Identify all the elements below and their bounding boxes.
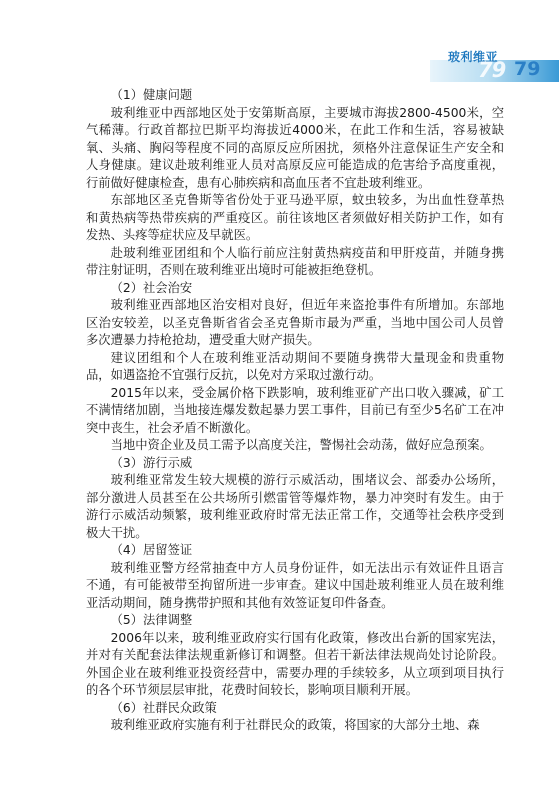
paragraph: 建议团组和个人在玻利维亚活动期间不要随身携带大量现金和贵重物品，如遇盗抢不宜强行反抗，以免对方采取过激行动。	[86, 350, 504, 382]
paragraph: 玻利维亚政府实施有利于社群民众的政策，将国家的大部分土地、森	[110, 718, 480, 732]
paragraph: 当地中资企业及员工需予以高度关注，警惕社会动荡，做好应急预案。	[110, 438, 492, 452]
paragraph: 玻利维亚中西部地区处于安第斯高原，主要城市海拔2800-4500米，空气稀薄。行政首都拉巴斯平均海拔近4000米，在此工作和生活，容易被缺氧、头痛、胸闷等程度不同的高原反应所困扰，须格外注意保证生产安全和人身健康。建议赴玻利维亚人员对高原反应可能造成的危害给予高度重视，行前做好健康检查，患有心肺疾病和高血压者不宜赴玻利维亚。	[86, 105, 504, 190]
running-header-title: 玻利维亚	[448, 50, 499, 64]
paragraph: 玻利维亚西部地区治安相对良好，但近年来盗抢事件有所增加。东部地区治安较差，以圣克鲁斯省省会圣克鲁斯市最为严重，当地中国公司人员曾多次遭暴力持枪抢劫，遭受重大财产损失。	[86, 298, 504, 347]
page-number-ghost: 79	[478, 58, 506, 82]
paragraph: 玻利维亚警方经常抽查中方人员身份证件，如无法出示有效证件且语言不通，有可能被带至拘留所进一步审查。建议中国赴玻利维亚人员在玻利维亚活动期间，随身携带护照和其他有效签证复印件备查。	[86, 560, 504, 610]
section-heading-community-policy: （6）社群民众政策	[110, 700, 217, 715]
section-heading-security: （2）社会治安	[110, 280, 193, 295]
section-heading-residence-visa: （4）居留签证	[110, 543, 193, 557]
section-heading-health: （1）健康问题	[110, 88, 193, 102]
page-number: 79	[514, 58, 541, 80]
paragraph: 赴玻利维亚团组和个人临行前应注射黄热病疫苗和甲肝疫苗，并随身携带注射证明，否则在玻利维亚出境时可能被拒绝登机。	[86, 245, 504, 277]
body-text	[86, 87, 504, 735]
paragraph: 2015年以来，受金属价格下跌影响，玻利维亚矿产出口收入骤减，矿工不满情绪加剧，当地接连爆发数起暴力罢工事件，目前已有至少5名矿工在冲突中丧生，社会矛盾不断激化。	[86, 385, 504, 435]
section-heading-protests: （3）游行示威	[110, 455, 193, 470]
paragraph: 东部地区圣克鲁斯等省份处于亚马逊平原，蚊虫较多，为出血性登革热和黄热病等热带疾病的严重疫区。前往该地区者须做好相关防护工作，如有发热、头疼等症状应及早就医。	[86, 193, 504, 242]
paragraph: 玻利维亚常发生较大规模的游行示威活动，围堵议会、部委办公场所，部分激进人员甚至在公共场所引燃雷管等爆炸物，暴力冲突时有发生。由于游行示威活动频繁，玻利维亚政府时常无法正常工作，交通等社会秩序受到极大干扰。	[86, 473, 504, 540]
section-heading-legal: （5）法律调整	[110, 613, 193, 627]
paragraph: 2006年以来，玻利维亚政府实行国有化政策，修改出台新的国家宪法，并对有关配套法律法规重新修订和调整。但若干新法律法规尚处讨论阶段。外国企业在玻利维亚投资经营中，需要办理的手续较多，从立项到项目执行的各个环节须层层审批，花费时间较长，影响项目顺利开展。	[86, 630, 504, 697]
